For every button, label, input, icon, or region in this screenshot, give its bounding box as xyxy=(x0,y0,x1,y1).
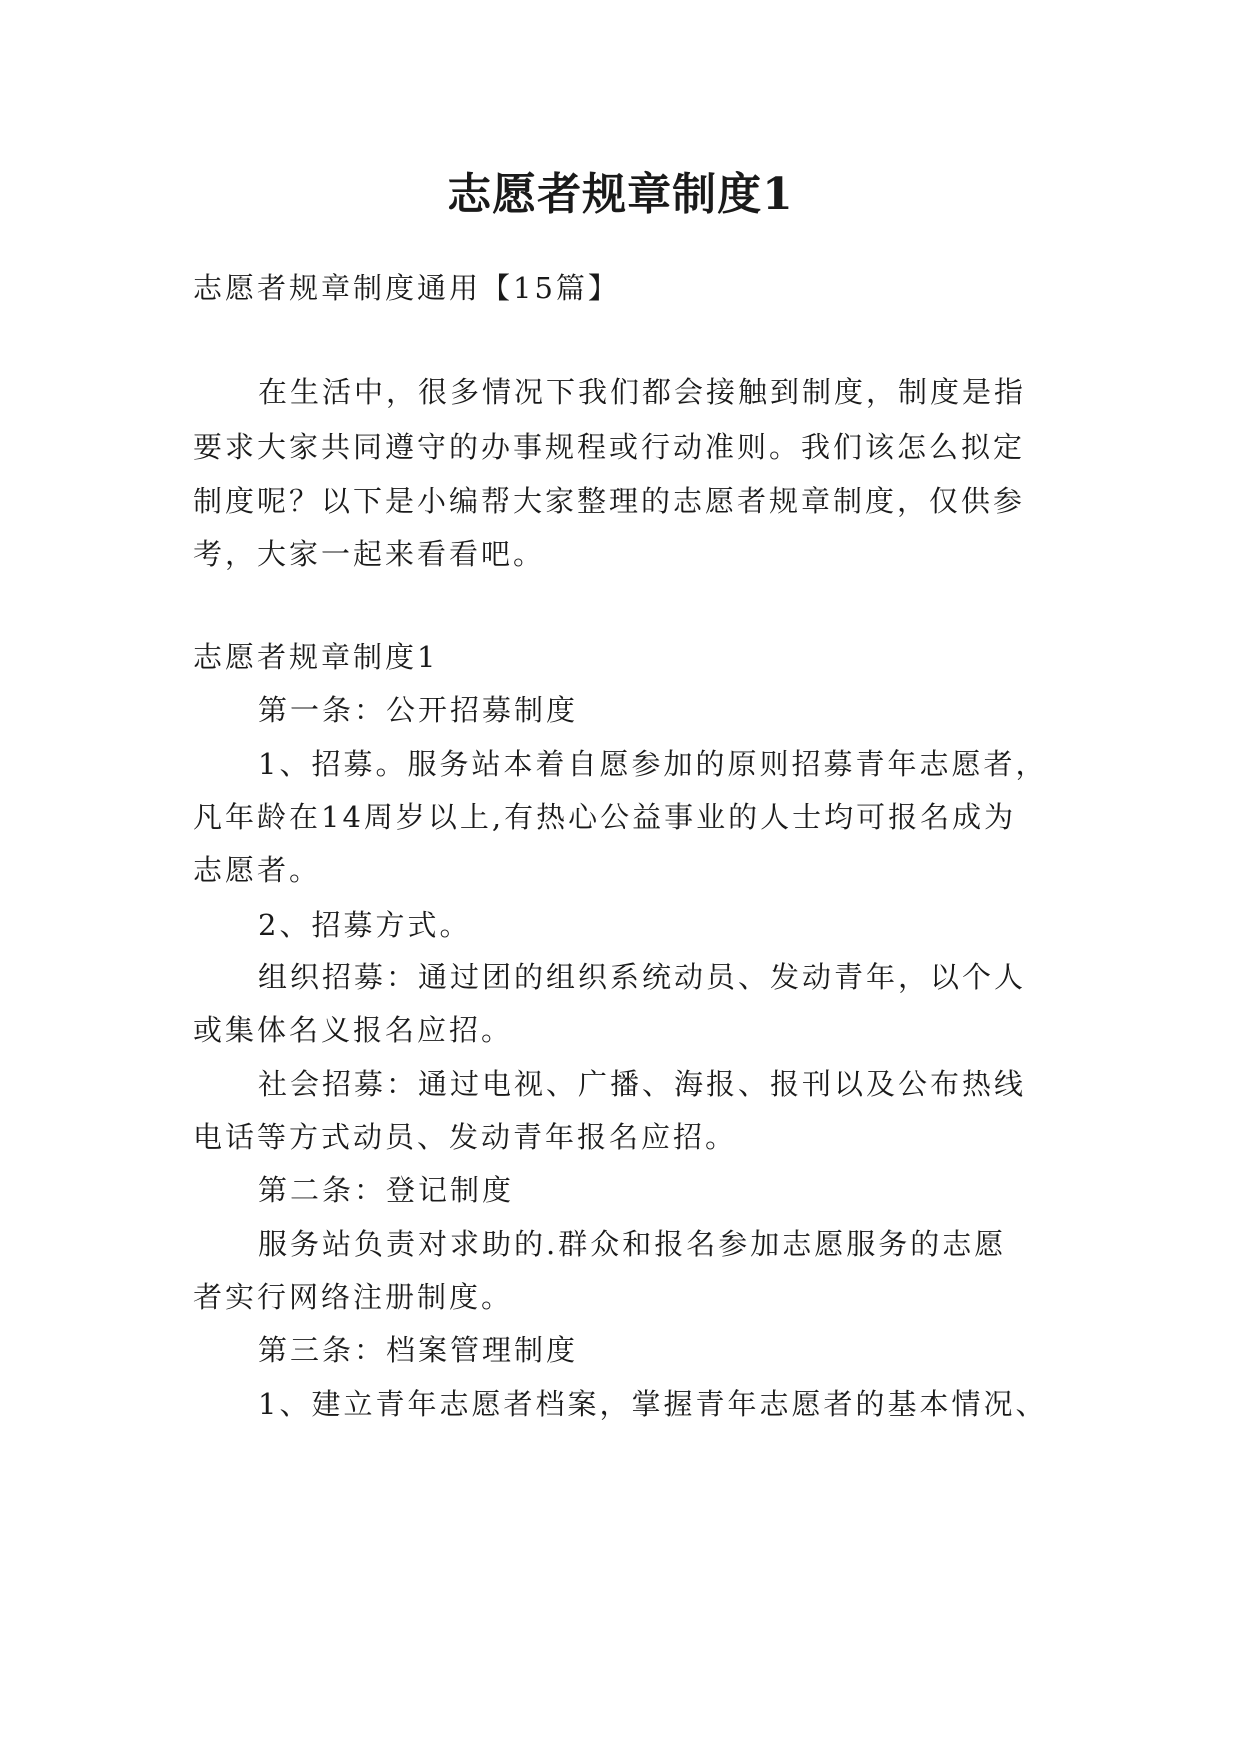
intro-line-3: 制度呢？以下是小编帮大家整理的志愿者规章制度，仅供参 xyxy=(193,484,1026,518)
paragraph-recruit-method: 2、招募方式。 xyxy=(258,908,472,942)
section-heading: 志愿者规章制度1 xyxy=(193,640,439,674)
paragraph-archive-line-1: 1、建立青年志愿者档案，掌握青年志愿者的基本情况、 xyxy=(258,1387,1048,1421)
document-title: 志愿者规章制度1 xyxy=(447,169,794,220)
paragraph-org-recruit-line-1: 组织招募：通过团的组织系统动员、发动青年，以个人 xyxy=(258,960,1027,994)
article-2-heading: 第二条：登记制度 xyxy=(258,1173,515,1207)
paragraph-recruit-line-2: 凡年龄在14周岁以上,有热心公益事业的人士均可报名成为 xyxy=(193,800,1017,834)
intro-line-2: 要求大家共同遵守的办事规程或行动准则。我们该怎么拟定 xyxy=(193,430,1026,464)
paragraph-org-recruit-line-2: 或集体名义报名应招。 xyxy=(193,1013,514,1047)
paragraph-registration-line-1: 服务站负责对求助的.群众和报名参加志愿服务的志愿 xyxy=(258,1227,1007,1261)
article-1-heading: 第一条：公开招募制度 xyxy=(258,693,579,727)
document-subtitle: 志愿者规章制度通用【15篇】 xyxy=(193,271,620,305)
paragraph-registration-line-2: 者实行网络注册制度。 xyxy=(193,1280,514,1314)
paragraph-recruit-line-1: 1、招募。服务站本着自愿参加的原则招募青年志愿者， xyxy=(258,747,1048,781)
paragraph-social-recruit-line-1: 社会招募：通过电视、广播、海报、报刊以及公布热线 xyxy=(258,1067,1027,1101)
paragraph-recruit-line-3: 志愿者。 xyxy=(193,853,322,887)
paragraph-social-recruit-line-2: 电话等方式动员、发动青年报名应招。 xyxy=(193,1120,738,1154)
article-3-heading: 第三条：档案管理制度 xyxy=(258,1333,579,1367)
intro-line-1: 在生活中，很多情况下我们都会接触到制度，制度是指 xyxy=(258,375,1027,409)
intro-line-4: 考，大家一起来看看吧。 xyxy=(193,537,546,571)
